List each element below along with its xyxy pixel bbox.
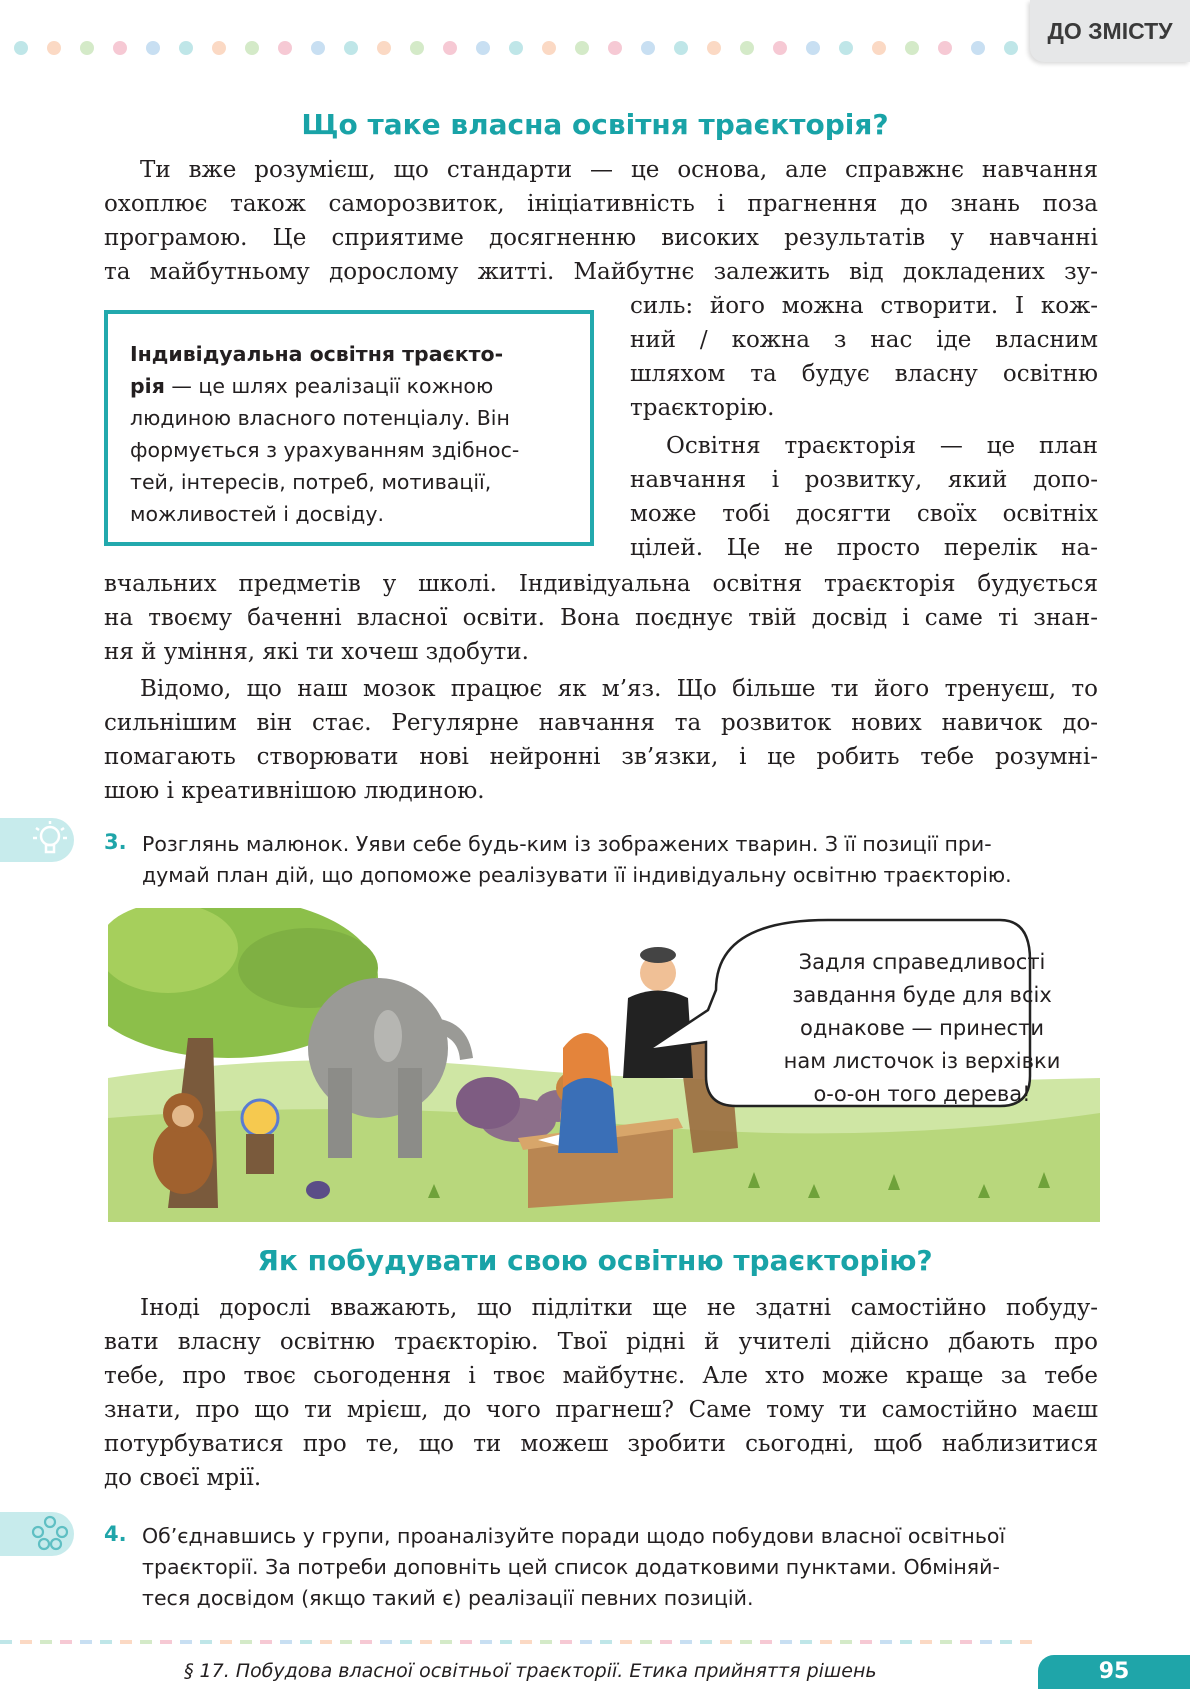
text-line: може тобі досягти своїх освітніх bbox=[630, 501, 1098, 527]
footer-dash bbox=[960, 1640, 972, 1644]
footer-dash bbox=[780, 1640, 792, 1644]
footer-dash bbox=[100, 1640, 112, 1644]
footer-section-title: § 17. Побудова власної освітньої траєкторії. Етика прийняття рішень bbox=[184, 1660, 877, 1682]
footer-dash bbox=[500, 1640, 512, 1644]
page-number: 95 bbox=[1038, 1655, 1190, 1689]
definition-line: формується з урахуванням здібнос- bbox=[130, 438, 520, 462]
footer-dash bbox=[60, 1640, 72, 1644]
group-work-tab bbox=[0, 1512, 74, 1556]
text-line: до своєї мрії. bbox=[104, 1465, 262, 1491]
footer-dash bbox=[240, 1640, 252, 1644]
heading-own-trajectory: Що таке власна освітня траєкторія? bbox=[301, 108, 889, 141]
lightbulb-icon bbox=[28, 818, 72, 862]
task-line: Об’єднавшись у групи, проаналізуйте поради щодо побудови власної освітньої bbox=[142, 1524, 1006, 1548]
decorative-dot bbox=[575, 41, 589, 55]
footer-dash bbox=[840, 1640, 852, 1644]
footer-dash bbox=[980, 1640, 992, 1644]
text-line: помагають створювати нові нейронні зв’язки, і це робить тебе розумні- bbox=[104, 744, 1098, 770]
text-line: знати, про що ти мрієш, до чого прагнеш? Саме тому ти самостійно маєш bbox=[104, 1397, 1098, 1423]
decorative-dot bbox=[311, 41, 325, 55]
text-line: шою і креативнішою людиною. bbox=[104, 778, 485, 804]
footer-dash bbox=[220, 1640, 232, 1644]
decorative-dot bbox=[839, 41, 853, 55]
footer-dash bbox=[620, 1640, 632, 1644]
decorative-dot bbox=[212, 41, 226, 55]
decorative-dot bbox=[773, 41, 787, 55]
decorative-dot bbox=[278, 41, 292, 55]
decorative-dot bbox=[377, 41, 391, 55]
decorative-dot bbox=[806, 41, 820, 55]
decorative-dot bbox=[641, 41, 655, 55]
table-of-contents-button[interactable]: ДО ЗМІСТУ bbox=[1030, 0, 1190, 62]
footer-dash bbox=[700, 1640, 712, 1644]
definition-line: можливостей і досвіду. bbox=[130, 502, 384, 526]
speech-bubble-text: Задля справедливості завдання буде для всіх однакове — принести нам листочок із верхівки о-о-он того дерева! bbox=[783, 950, 1061, 1106]
decorative-dot bbox=[245, 41, 259, 55]
text-line: охоплює також саморозвиток, ініціативність і прагнення до знань поза bbox=[104, 191, 1098, 217]
text-line: Освітня траєкторія — це план bbox=[666, 433, 1098, 459]
footer-dashed-line bbox=[0, 1640, 1040, 1644]
group-icon bbox=[28, 1512, 72, 1556]
text-line: потурбуватися про те, що ти можеш зробити сьогодні, щоб наблизитися bbox=[104, 1431, 1098, 1457]
decorative-dot bbox=[443, 41, 457, 55]
footer-dash bbox=[380, 1640, 392, 1644]
footer-dash bbox=[580, 1640, 592, 1644]
decorative-dot bbox=[707, 41, 721, 55]
task-line: думай план дій, що допоможе реалізувати її індивідуальну освітню траєкторію. bbox=[142, 863, 1012, 887]
decorative-dot bbox=[1004, 41, 1018, 55]
decorative-dots bbox=[14, 41, 1034, 55]
decorative-dot bbox=[113, 41, 127, 55]
footer-dash bbox=[120, 1640, 132, 1644]
task-number: 4. bbox=[104, 1522, 127, 1546]
footer-dash bbox=[40, 1640, 52, 1644]
footer-dash bbox=[300, 1640, 312, 1644]
footer-dash bbox=[200, 1640, 212, 1644]
text-line: вати власну освітню траєкторію. Твої рідні й учителі дійсно дбають про bbox=[104, 1329, 1098, 1355]
footer-dash bbox=[140, 1640, 152, 1644]
footer-dash bbox=[600, 1640, 612, 1644]
text-line: силь: його можна створити. І кож- bbox=[630, 293, 1098, 319]
footer-dash bbox=[680, 1640, 692, 1644]
footer-dash bbox=[480, 1640, 492, 1644]
footer-dash bbox=[860, 1640, 872, 1644]
idea-tab bbox=[0, 818, 74, 862]
decorative-dot bbox=[905, 41, 919, 55]
decorative-dot bbox=[509, 41, 523, 55]
footer-dash bbox=[440, 1640, 452, 1644]
decorative-dot bbox=[872, 41, 886, 55]
text-line: траєкторію. bbox=[630, 395, 775, 421]
decorative-dot bbox=[344, 41, 358, 55]
text-line: та майбутньому дорослому житті. Майбутнє залежить від докладених зу- bbox=[104, 259, 1098, 285]
footer-dash bbox=[660, 1640, 672, 1644]
decorative-dot bbox=[14, 41, 28, 55]
definition-term: Індивідуальна освітня траєкто- bbox=[130, 342, 504, 366]
footer-dash bbox=[360, 1640, 372, 1644]
decorative-dot bbox=[938, 41, 952, 55]
text-line: ний / кожна з нас іде власним bbox=[630, 327, 1098, 353]
text-line: сильнішим він стає. Регулярне навчання та розвиток нових навичок до- bbox=[104, 710, 1098, 736]
text-line: на твоєму баченні власної освіти. Вона поєднує твій досвід і саме ті знан- bbox=[104, 605, 1098, 631]
text-line: Ти вже розумієш, що стандарти — це основа, але справжнє навчання bbox=[140, 157, 1098, 183]
footer-dash bbox=[560, 1640, 572, 1644]
footer-dash bbox=[260, 1640, 272, 1644]
definition-line: людиною власного потенціалу. Він bbox=[130, 406, 510, 430]
task-number: 3. bbox=[104, 830, 127, 854]
text-line: Іноді дорослі вважають, що підлітки ще не здатні самостійно побуду- bbox=[140, 1295, 1098, 1321]
footer-dash bbox=[760, 1640, 772, 1644]
definition-line bbox=[130, 370, 493, 402]
text-line: шляхом та будує власну освітню bbox=[630, 361, 1098, 387]
footer-dash bbox=[0, 1640, 12, 1644]
text-line: програмою. Це сприятиме досягненню високих результатів у навчанні bbox=[104, 225, 1098, 251]
decorative-dot bbox=[476, 41, 490, 55]
footer-dash bbox=[720, 1640, 732, 1644]
footer-dash bbox=[1020, 1640, 1032, 1644]
decorative-dot bbox=[971, 41, 985, 55]
footer-dash bbox=[640, 1640, 652, 1644]
task-line: теся досвідом (якщо такий є) реалізації певних позицій. bbox=[142, 1586, 754, 1610]
footer-dash bbox=[940, 1640, 952, 1644]
task-line: Розглянь малюнок. Уяви себе будь-ким із зображених тварин. З її позиції при- bbox=[142, 832, 992, 856]
footer-dash bbox=[740, 1640, 752, 1644]
footer-dash bbox=[400, 1640, 412, 1644]
footer-dash bbox=[460, 1640, 472, 1644]
decorative-dot bbox=[608, 41, 622, 55]
footer-dash bbox=[920, 1640, 932, 1644]
text-line: Відомо, що наш мозок працює як м’яз. Що більше ти його тренуєш, то bbox=[140, 676, 1098, 702]
footer-dash bbox=[820, 1640, 832, 1644]
footer-dash bbox=[900, 1640, 912, 1644]
footer-dash bbox=[80, 1640, 92, 1644]
footer-dash bbox=[280, 1640, 292, 1644]
decorative-dot bbox=[410, 41, 424, 55]
decorative-dot bbox=[674, 41, 688, 55]
text-line: навчання і розвитку, який допо- bbox=[630, 467, 1098, 493]
footer-dash bbox=[1000, 1640, 1012, 1644]
footer-dash bbox=[320, 1640, 332, 1644]
decorative-dot bbox=[47, 41, 61, 55]
text-line: ня й уміння, які ти хочеш здобути. bbox=[104, 639, 529, 665]
footer-dash bbox=[340, 1640, 352, 1644]
decorative-dot bbox=[542, 41, 556, 55]
decorative-dot bbox=[179, 41, 193, 55]
decorative-dot bbox=[80, 41, 94, 55]
footer-dash bbox=[420, 1640, 432, 1644]
footer-dash bbox=[520, 1640, 532, 1644]
definition-term-end: рія bbox=[130, 374, 165, 398]
decorative-dot bbox=[740, 41, 754, 55]
text-line: тебе, про твоє сьогодення і твоє майбутнє. Але хто може краще за тебе bbox=[104, 1363, 1098, 1389]
footer-dash bbox=[20, 1640, 32, 1644]
footer-dash bbox=[880, 1640, 892, 1644]
definition-line: тей, інтересів, потреб, мотивації, bbox=[130, 470, 492, 494]
text-line: вчальних предметів у школі. Індивідуальна освітня траєкторія будується bbox=[104, 571, 1098, 597]
heading-build-trajectory: Як побудувати свою освітню траєкторію? bbox=[257, 1244, 933, 1277]
footer-dash bbox=[540, 1640, 552, 1644]
task-line: траєкторії. За потреби доповніть цей список додатковими пунктами. Обміняй- bbox=[142, 1555, 1000, 1579]
footer-dash bbox=[180, 1640, 192, 1644]
definition-text: — це шлях реалізації кожною bbox=[164, 374, 494, 398]
decorative-dot bbox=[146, 41, 160, 55]
footer-dash bbox=[160, 1640, 172, 1644]
footer-dash bbox=[800, 1640, 812, 1644]
text-line: цілей. Це не просто перелік на- bbox=[630, 535, 1098, 561]
